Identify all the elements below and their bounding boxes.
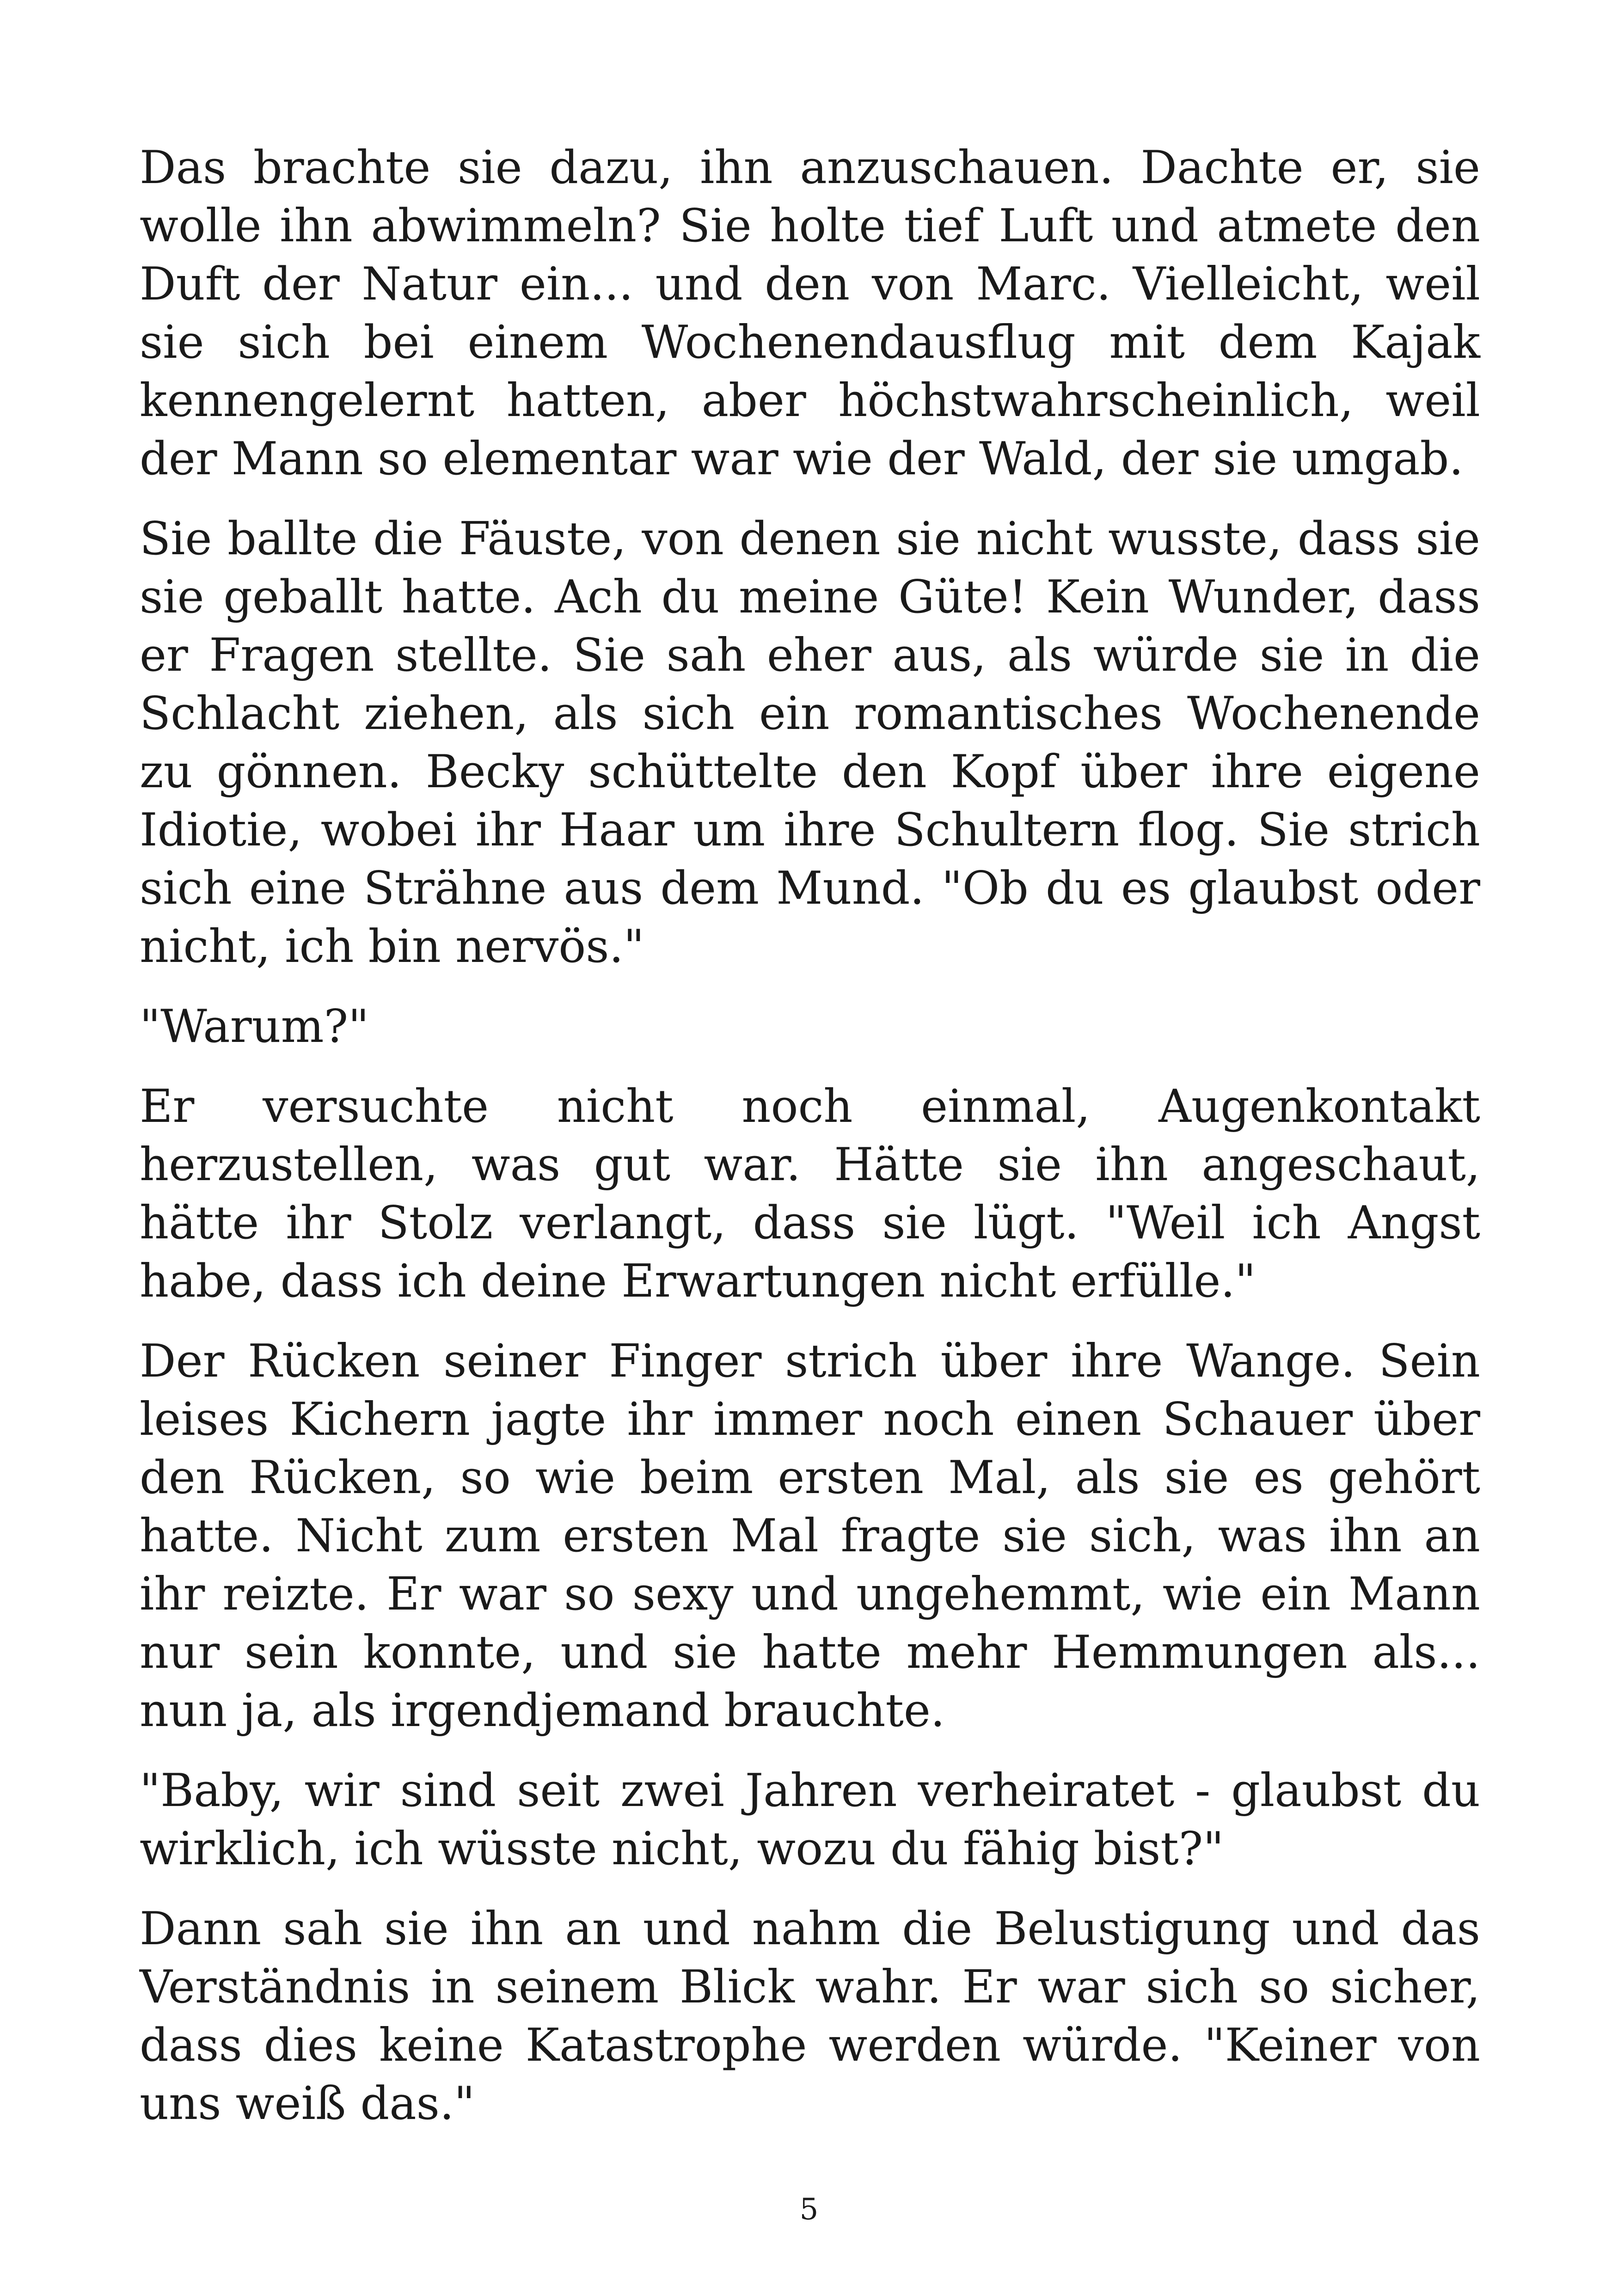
paragraph: "Baby, wir sind seit zwei Jahren verheiratet - glaubst du wirklich, ich wüsste nicht, wozu du fähig bist?" (140, 1764, 1480, 1875)
paragraph: Dann sah sie ihn an und nahm die Belustigung und das Verständnis in seinem Blick wahr. Er war sich so sicher, dass dies keine Katastrophe werden würde. "Keiner von uns weiß das." (140, 1903, 1480, 2130)
paragraph: Er versuchte nicht noch einmal, Augenkontakt herzustellen, was gut war. Hätte sie ihn angeschaut, hätte ihr Stolz verlangt, dass sie lügt. "Weil ich Angst habe, dass ich deine Erwartungen nicht erfülle." (140, 1080, 1480, 1308)
page-body (140, 139, 1480, 2155)
paragraph: Sie ballte die Fäuste, von denen sie nicht wusste, dass sie sie geballt hatte. Ach du meine Güte! Kein Wunder, dass er Fragen stellte. Sie sah eher aus, als würde sie in die Schlacht ziehen, als sich ein romantisches Wochenende zu gönnen. Becky schüttelte den Kopf über ihre eigene Idiotie, wobei ihr Haar um ihre Schultern flog. Sie strich sich eine Strähne aus dem Mund. "Ob du es glaubst oder nicht, ich bin nervös." (140, 513, 1480, 973)
paragraph: "Warum?" (140, 1000, 369, 1053)
paragraph: Das brachte sie dazu, ihn anzuschauen. Dachte er, sie wolle ihn abwimmeln? Sie holte tief Luft und atmete den Duft der Natur ein... und den von Marc. Vielleicht, weil sie sich bei einem Wochenendausflug mit dem Kajak kennengelernt hatten, aber höchstwahrscheinlich, weil der Mann so elementar war wie der Wald, der sie umgab. (140, 141, 1480, 485)
paragraph: Der Rücken seiner Finger strich über ihre Wange. Sein leises Kichern jagte ihr immer noch einen Schauer über den Rücken, so wie beim ersten Mal, als sie es gehört hatte. Nicht zum ersten Mal fragte sie sich, was ihn an ihr reizte. Er war so sexy und ungehemmt, wie ein Mann nur sein konnte, und sie hatte mehr Hemmungen als... nun ja, als irgendjemand brauchte. (140, 1335, 1480, 1737)
page-number: 5 (799, 2192, 819, 2227)
